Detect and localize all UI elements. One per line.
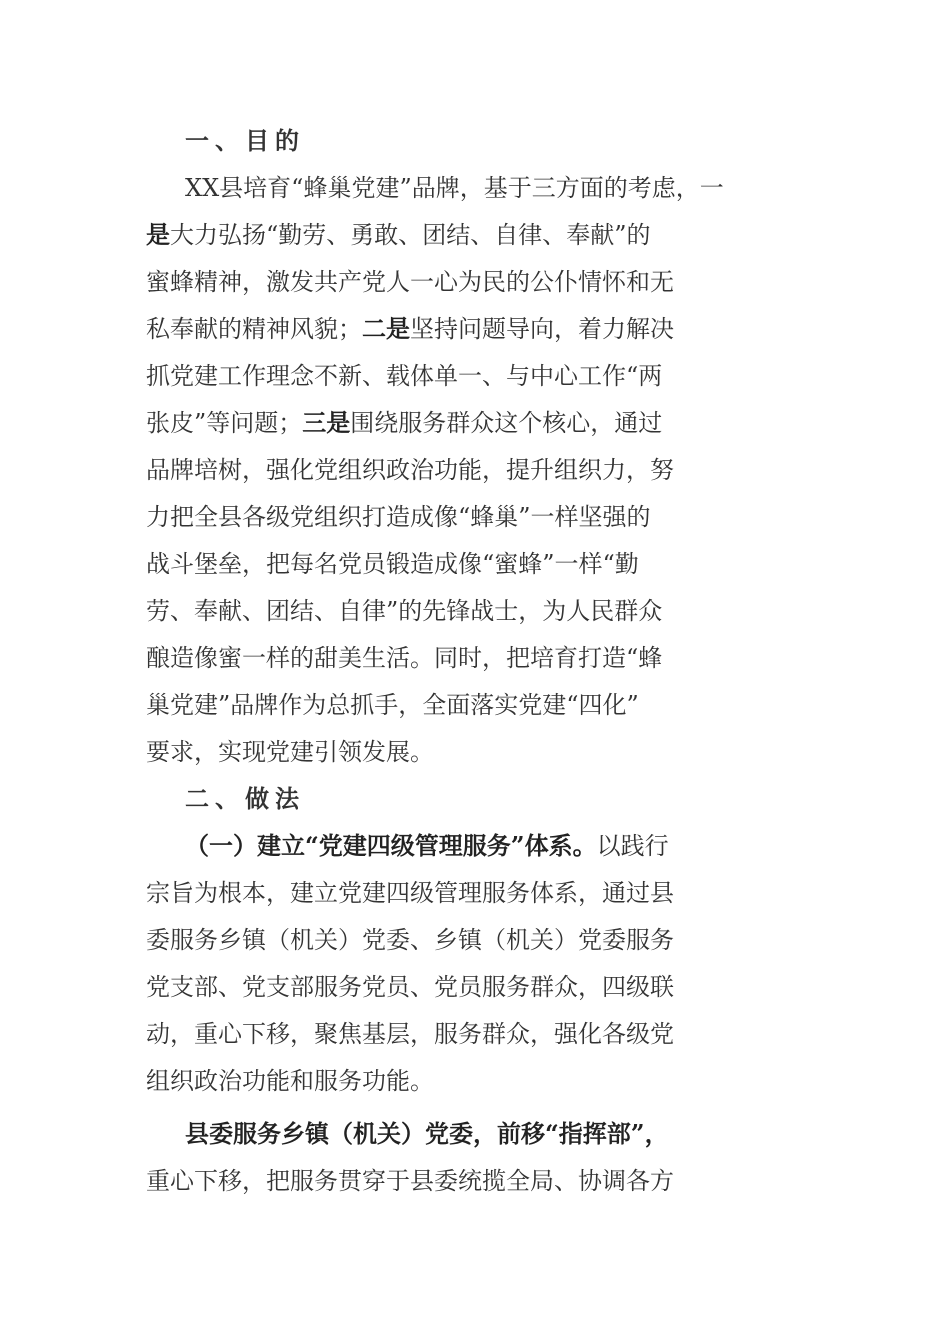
bold-marker: 二是: [362, 314, 410, 343]
paragraph-line: 劳、奉献、团结、自律”的先锋战士，为人民群众: [146, 597, 663, 625]
paragraph-line: 张皮”等问题；三是围绕服务群众这个核心，通过: [146, 408, 663, 437]
bold-marker: 是: [146, 220, 170, 249]
paragraph-line: 要求，实现党建引领发展。: [146, 738, 434, 766]
paragraph-line: 党支部、党支部服务党员、党员服务群众，四级联: [146, 973, 674, 1001]
paragraph-line: 委服务乡镇（机关）党委、乡镇（机关）党委服务: [146, 926, 674, 954]
paragraph-line: （一）建立“党建四级管理服务”体系。以践行: [185, 831, 669, 860]
paragraph-line: 宗旨为根本，建立党建四级管理服务体系，通过县: [146, 879, 674, 907]
paragraph-line: 巢党建”品牌作为总抓手，全面落实党建“四化”: [146, 691, 639, 719]
paragraph-line: 抓党建工作理念不新、载体单一、与中心工作“两: [146, 362, 663, 390]
paragraph-line: 组织政治功能和服务功能。: [146, 1067, 434, 1095]
subheading: 县委服务乡镇（机关）党委，前移“指挥部”，: [185, 1119, 669, 1148]
paragraph-line: 战斗堡垒，把每名党员锻造成像“蜜蜂”一样“勤: [146, 550, 639, 578]
paragraph-line: XX县培育“蜂巢党建”品牌，基于三方面的考虑，一: [185, 174, 724, 202]
paragraph-line: [185, 1114, 806, 1154]
paragraph-line: 重心下移，把服务贯穿于县委统揽全局、协调各方: [146, 1167, 674, 1195]
paragraph-line: 品牌培树，强化党组织政治功能，提升组织力，努: [146, 456, 674, 484]
section-heading-purpose: 一、目的: [185, 126, 305, 155]
paragraph-line: 蜜蜂精神，激发共产党人一心为民的公仆情怀和无: [146, 268, 674, 296]
paragraph-line: 酿造像蜜一样的甜美生活。同时，把培育打造“蜂: [146, 644, 663, 672]
paragraph-line: 动，重心下移，聚焦基层，服务群众，强化各级党: [146, 1020, 674, 1048]
paragraph-line: 私奉献的精神风貌；二是坚持问题导向，着力解决: [146, 314, 674, 343]
bold-marker: 三是: [302, 408, 351, 437]
paragraph-line: 是大力弘扬“勤劳、勇敢、团结、自律、奉献”的: [146, 220, 651, 249]
paragraph-line: 力把全县各级党组织打造成像“蜂巢”一样坚强的: [146, 503, 651, 531]
subheading: （一）建立“党建四级管理服务”体系。: [185, 831, 597, 860]
section-heading-methods: 二、做法: [185, 784, 305, 813]
